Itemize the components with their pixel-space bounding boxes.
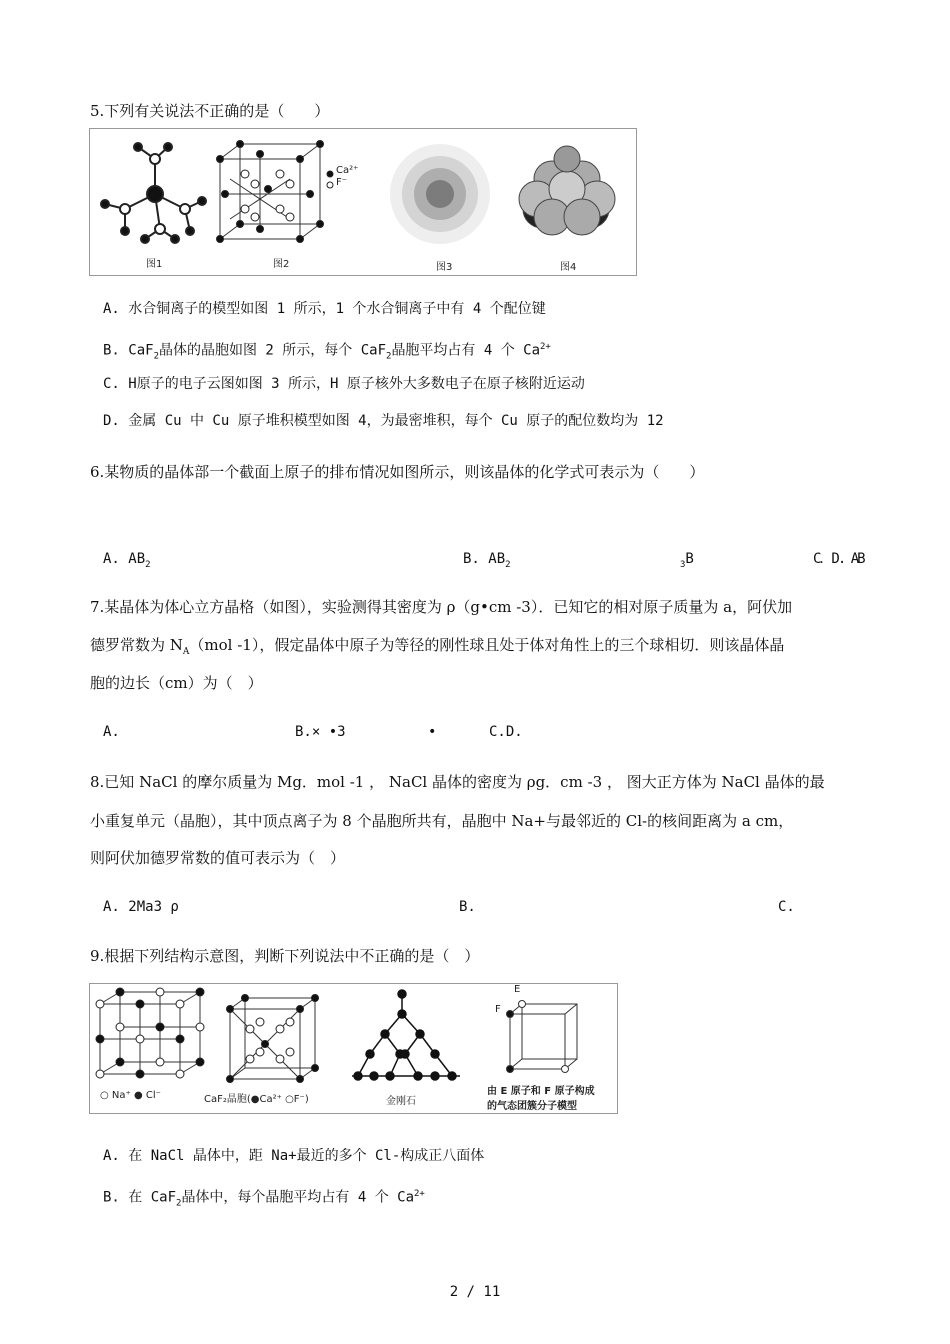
hydrogen-electron-cloud xyxy=(390,144,490,244)
q8-line2: 小重复单元（晶胞），其中顶点离子为 8 个晶胞所共有，晶胞中 Na+与最邻近的 Cl-的核间距离为 a cm， xyxy=(90,812,794,830)
q7-option-a: A. xyxy=(103,724,120,740)
q8-option-a: A. 2Ma3 ρ xyxy=(103,899,179,915)
q6-c-text: B xyxy=(685,551,694,567)
caf2-caption: CaF₂晶胞(●Ca²⁺ ○F⁻) xyxy=(204,1094,309,1105)
q7-option-b: B.× •3 xyxy=(295,724,346,740)
q9-option-b xyxy=(103,1184,425,1213)
q6-a-sub: 2 xyxy=(145,559,151,570)
q9-b-sub: 2 xyxy=(176,1198,182,1209)
q9-b-pre: B. 在 CaF xyxy=(103,1189,177,1206)
q7-l2-sub: A xyxy=(182,647,190,657)
legend-f: F⁻ xyxy=(336,177,348,188)
q7-option-cd: C.D. xyxy=(489,724,523,740)
q9-figure xyxy=(89,983,618,1114)
fig3-caption: 图3 xyxy=(436,262,453,273)
q5-figure-svg xyxy=(90,129,636,275)
q7-line1: 7.某晶体为体心立方晶格（如图），实验测得其密度为 ρ（g•cm -3）．已知它的相对原子质量为 a，阿伏加 xyxy=(90,598,793,616)
q5-b-sub2: 2 xyxy=(386,351,392,362)
q5-option-c: C. H原子的电子云图如图 3 所示，H 原子核外大多数电子在原子核附近运动 xyxy=(103,376,585,392)
q6-option-b xyxy=(463,549,511,575)
diamond-structure xyxy=(352,990,460,1080)
fig1-caption: 图1 xyxy=(146,259,163,270)
q5-option-d: D. 金属 Cu 中 Cu 原子堆积模型如图 4，为最密堆积，每个 Cu 原子的配位数均为 12 xyxy=(103,413,664,429)
q8-option-b: B. xyxy=(459,899,476,915)
q6-a-text: A. AB xyxy=(103,551,146,567)
nacl-caption: ○ Na⁺ ● Cl⁻ xyxy=(100,1090,161,1101)
q9-stem: 9.根据下列结构示意图，判断下列说法中不正确的是（ ） xyxy=(90,947,480,965)
q5-option-a: A. 水合铜离子的模型如图 1 所示，1 个水合铜离子中有 4 个配位键 xyxy=(103,301,546,317)
q5-b-sup: 2+ xyxy=(540,342,551,352)
q5-b-sub: 2 xyxy=(153,351,159,362)
q6-c-sub: 3 xyxy=(680,559,686,570)
copper-close-packing xyxy=(519,146,615,235)
q6-option-a xyxy=(103,549,151,575)
fig4-caption: 图4 xyxy=(560,262,577,273)
q5-b-post: 晶胞平均占有 4 个 Ca xyxy=(391,342,541,359)
q6-b-sub: 2 xyxy=(505,559,511,570)
nacl-ions xyxy=(96,988,204,1078)
legend-ca: Ca²⁺ xyxy=(336,165,359,176)
q8-option-c: C. xyxy=(778,899,795,915)
q7-l2-post: （mol -1），假定晶体中原子为等径的刚性球且处于体对角性上的三个球相切．则该晶体晶 xyxy=(189,636,785,654)
label-f: F xyxy=(495,1004,501,1015)
hydrated-copper-ion-model xyxy=(101,143,206,243)
cluster-caption-1: 由 E 原子和 F 原子构成 xyxy=(487,1086,595,1097)
q8-line3: 则阿伏加德罗常数的值可表示为（ ） xyxy=(90,849,346,867)
nacl-lattice xyxy=(100,992,200,1074)
q6-option-c xyxy=(680,549,694,575)
diamond-caption: 金刚石 xyxy=(386,1096,416,1107)
page-number: 2 / 11 xyxy=(449,1284,501,1300)
ef-cluster-model xyxy=(507,1001,578,1073)
q9-b-sup: 2+ xyxy=(414,1189,425,1199)
q8-line1: 8.已知 NaCl 的摩尔质量为 Mg．mol -1 ， NaCl 晶体的密度为 ρg．cm -3 ， 图大正方体为 NaCl 晶体的最 xyxy=(90,773,825,791)
cluster-caption-2: 的气态团簇分子模型 xyxy=(487,1101,577,1112)
fig2-caption: 图2 xyxy=(273,259,290,270)
q7-line2 xyxy=(90,634,784,657)
q9-b-post: 晶体中，每个晶胞平均占有 4 个 Ca xyxy=(181,1189,415,1206)
q5-stem: 5.下列有关说法不正确的是（ ） xyxy=(90,102,330,120)
q7-dot: • xyxy=(428,724,437,740)
q5-b-pre: B. CaF xyxy=(103,342,154,359)
label-e: E xyxy=(514,984,521,995)
q5-option-b xyxy=(103,337,551,366)
q9-option-a: A. 在 NaCl 晶体中，距 Na+最近的多个 Cl-构成正八面体 xyxy=(103,1148,485,1164)
q6-b-text: B. AB xyxy=(463,551,506,567)
q5-b-mid: 晶体的晶胞如图 2 所示，每个 CaF xyxy=(159,342,387,359)
q7-l2-pre: 德罗常数为 N xyxy=(90,636,183,654)
q5-figure xyxy=(89,128,637,276)
q7-line3: 胞的边长（cm）为（ ） xyxy=(90,674,263,692)
q6-stem: 6.某物质的晶体部一个截面上原子的排布情况如图所示，则该晶体的化学式可表示为（ ） xyxy=(90,463,705,481)
q6-option-d: C．D. AB xyxy=(813,551,864,567)
